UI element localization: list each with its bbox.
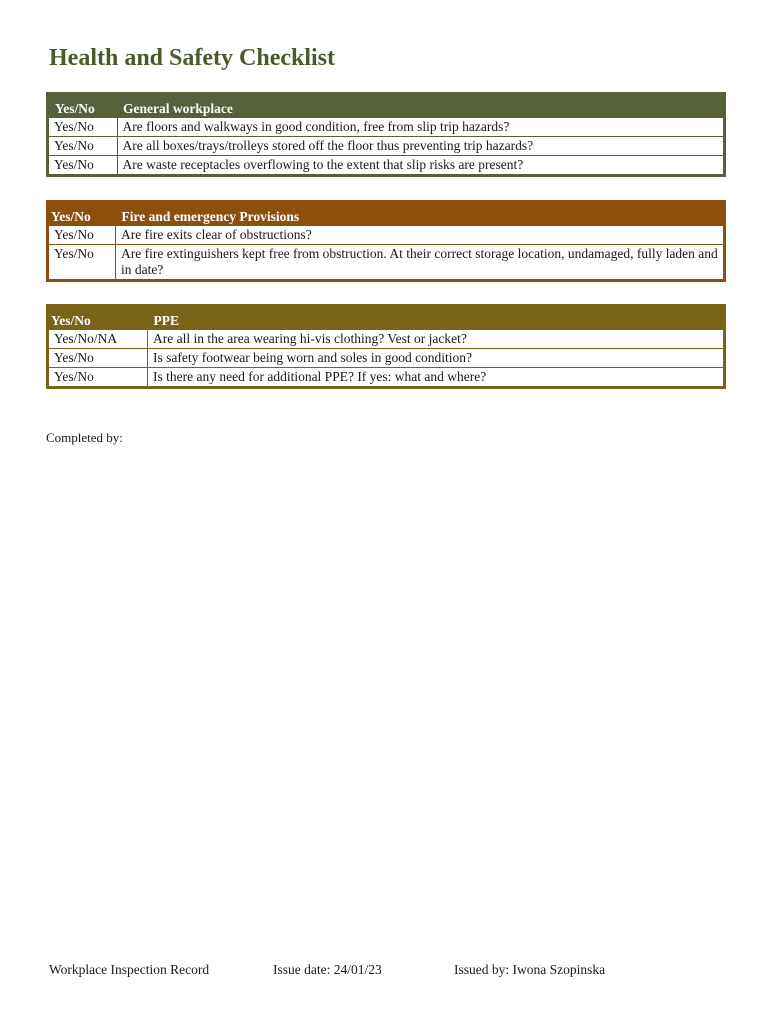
column-header-section: General workplace	[123, 101, 233, 116]
table-row	[48, 368, 725, 388]
table-header-row	[48, 306, 725, 330]
answer-cell[interactable]: Yes/No	[48, 245, 116, 281]
table-header-row	[48, 94, 725, 118]
fire-emergency-table	[46, 200, 726, 282]
table-row	[48, 349, 725, 368]
answer-cell[interactable]: Yes/No/NA	[48, 330, 148, 349]
general-workplace-table	[46, 92, 726, 177]
answer-cell[interactable]: Yes/No	[48, 349, 148, 368]
footer-issued-by: Issued by: Iwona Szopinska	[454, 962, 606, 977]
table-row	[48, 137, 725, 156]
answer-cell[interactable]: Yes/No	[48, 137, 118, 156]
ppe-table	[46, 304, 726, 389]
table-row	[48, 226, 725, 245]
column-header-answer: Yes/No	[51, 209, 91, 224]
column-header-answer: Yes/No	[51, 313, 91, 328]
question-cell: Is safety footwear being worn and soles in good condition?	[148, 349, 725, 368]
question-cell: Is there any need for additional PPE? If yes: what and where?	[148, 368, 725, 388]
question-cell: Are waste receptacles overflowing to the extent that slip risks are present?	[117, 156, 725, 176]
page-title: Health and Safety Checklist	[49, 45, 336, 71]
column-header-answer: Yes/No	[55, 101, 95, 116]
table-row	[48, 156, 725, 176]
footer-issue-date: Issue date: 24/01/23	[273, 962, 382, 977]
completed-by-label: Completed by:	[46, 430, 123, 445]
table-row	[48, 245, 725, 281]
answer-cell[interactable]: Yes/No	[48, 226, 116, 245]
column-header-section: Fire and emergency Provisions	[121, 209, 300, 224]
table-row	[48, 118, 725, 137]
question-cell: Are fire exits clear of obstructions?	[116, 226, 725, 245]
column-header-section: PPE	[153, 313, 179, 328]
table-row	[48, 330, 725, 349]
answer-cell[interactable]: Yes/No	[48, 118, 118, 137]
answer-cell[interactable]: Yes/No	[48, 368, 148, 388]
question-cell: Are all boxes/trays/trolleys stored off the floor thus preventing trip hazards?	[117, 137, 725, 156]
footer-record-title: Workplace Inspection Record	[49, 962, 210, 977]
question-cell: Are fire extinguishers kept free from obstruction. At their correct storage location, undamaged, fully laden and in date?	[116, 245, 725, 281]
table-header-row	[48, 202, 725, 226]
question-cell: Are all in the area wearing hi-vis clothing? Vest or jacket?	[148, 330, 725, 349]
answer-cell[interactable]: Yes/No	[48, 156, 118, 176]
question-cell: Are floors and walkways in good condition, free from slip trip hazards?	[117, 118, 725, 137]
